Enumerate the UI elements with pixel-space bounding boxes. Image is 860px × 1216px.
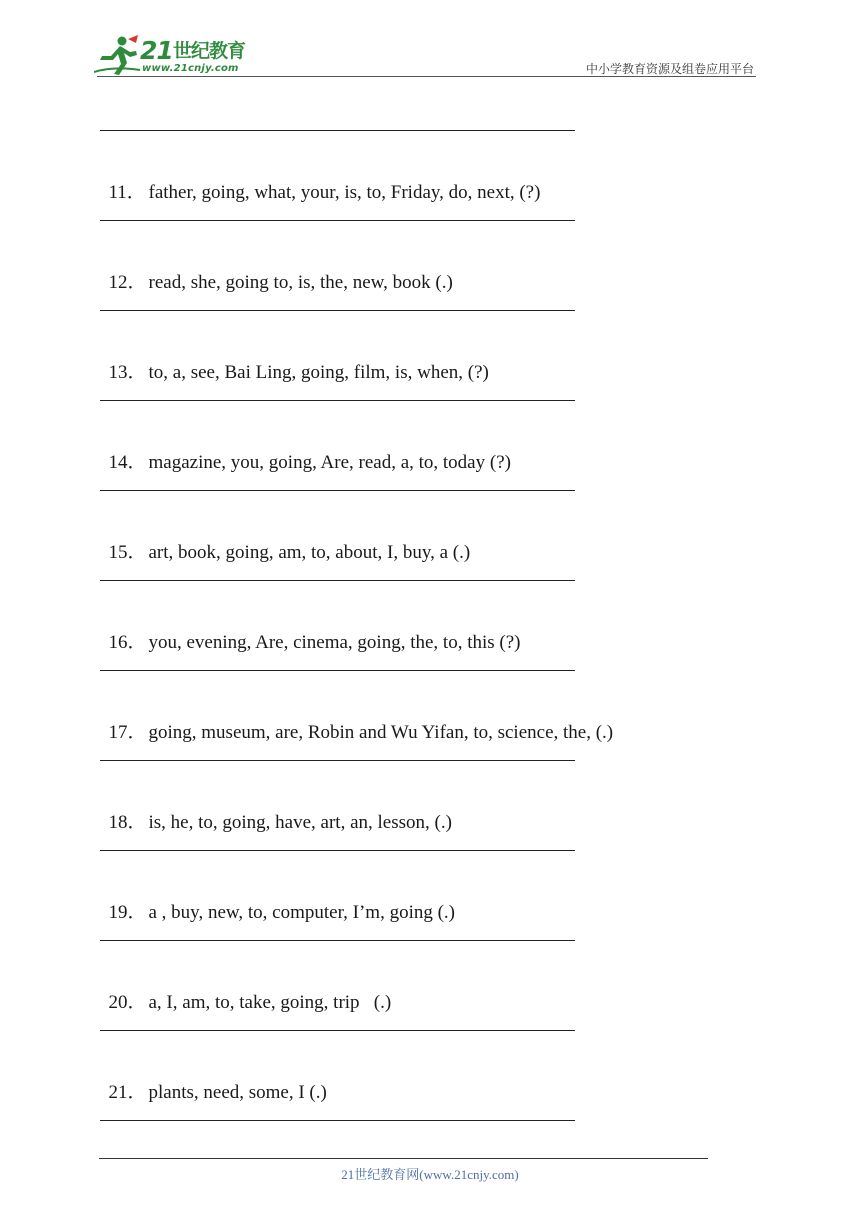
header-platform-text: 中小学教育资源及组卷应用平台: [585, 62, 754, 76]
question-number: 19．: [108, 902, 147, 923]
question-14: [99, 424, 511, 473]
question-21: [99, 1054, 327, 1103]
logo-url: www.21cnjy.com: [142, 63, 239, 74]
runner-logo-icon: [94, 34, 142, 76]
answer-line[interactable]: [100, 130, 575, 131]
question-13: [99, 334, 489, 383]
question-text: art, book, going, am, to, about, I, buy, a (.): [148, 542, 471, 563]
question-15: [99, 514, 471, 563]
answer-line[interactable]: [100, 670, 575, 671]
question-text: magazine, you, going, Are, read, a, to, today (?): [148, 452, 511, 473]
question-number: 12．: [108, 272, 147, 293]
answer-line[interactable]: [100, 310, 575, 311]
question-text: a , buy, new, to, computer, I’m, going (.): [148, 902, 456, 923]
header-divider: [97, 76, 756, 77]
question-text: going, museum, are, Robin and Wu Yifan, to, science, the, (.): [148, 722, 614, 743]
question-number: 14．: [108, 452, 147, 473]
question-text: is, he, to, going, have, art, an, lesson, (.): [148, 812, 452, 833]
question-17: [99, 694, 614, 743]
question-number: 15．: [108, 542, 147, 563]
question-19: [99, 874, 456, 923]
question-12: [99, 244, 453, 293]
footer-text[interactable]: 21世纪教育网(www.21cnjy.com): [341, 1167, 519, 1182]
question-number: 20．: [108, 992, 147, 1013]
question-text: to, a, see, Bai Ling, going, film, is, when, (?): [148, 362, 489, 383]
answer-line[interactable]: [100, 1030, 575, 1031]
question-text: read, she, going to, is, the, new, book (.): [148, 272, 453, 293]
answer-line[interactable]: [100, 850, 575, 851]
logo-number: 21: [140, 36, 173, 65]
answer-line[interactable]: [100, 490, 575, 491]
question-text: you, evening, Are, cinema, going, the, to, this (?): [148, 632, 521, 653]
question-20: [99, 964, 392, 1013]
question-11: [99, 154, 541, 203]
site-logo[interactable]: [94, 34, 264, 78]
question-number: 21．: [108, 1082, 147, 1103]
question-number: 18．: [108, 812, 147, 833]
answer-line[interactable]: [100, 1120, 575, 1121]
question-number: 17．: [108, 722, 147, 743]
question-number: 13．: [108, 362, 147, 383]
question-16: [99, 604, 521, 653]
question-number: 16．: [108, 632, 147, 653]
footer-divider: [99, 1158, 708, 1159]
answer-line[interactable]: [100, 220, 575, 221]
answer-line[interactable]: [100, 400, 575, 401]
question-number: 11．: [108, 182, 146, 203]
question-text: plants, need, some, I (.): [148, 1082, 327, 1103]
answer-line[interactable]: [100, 760, 575, 761]
answer-line[interactable]: [100, 580, 575, 581]
answer-line[interactable]: [100, 940, 575, 941]
question-18: [99, 784, 452, 833]
question-text: a, I, am, to, take, going, trip (.): [148, 992, 392, 1013]
question-text: father, going, what, your, is, to, Friday, do, next, (?): [148, 182, 541, 203]
page-header: [0, 0, 860, 80]
logo-title: 世纪教育: [173, 40, 246, 62]
